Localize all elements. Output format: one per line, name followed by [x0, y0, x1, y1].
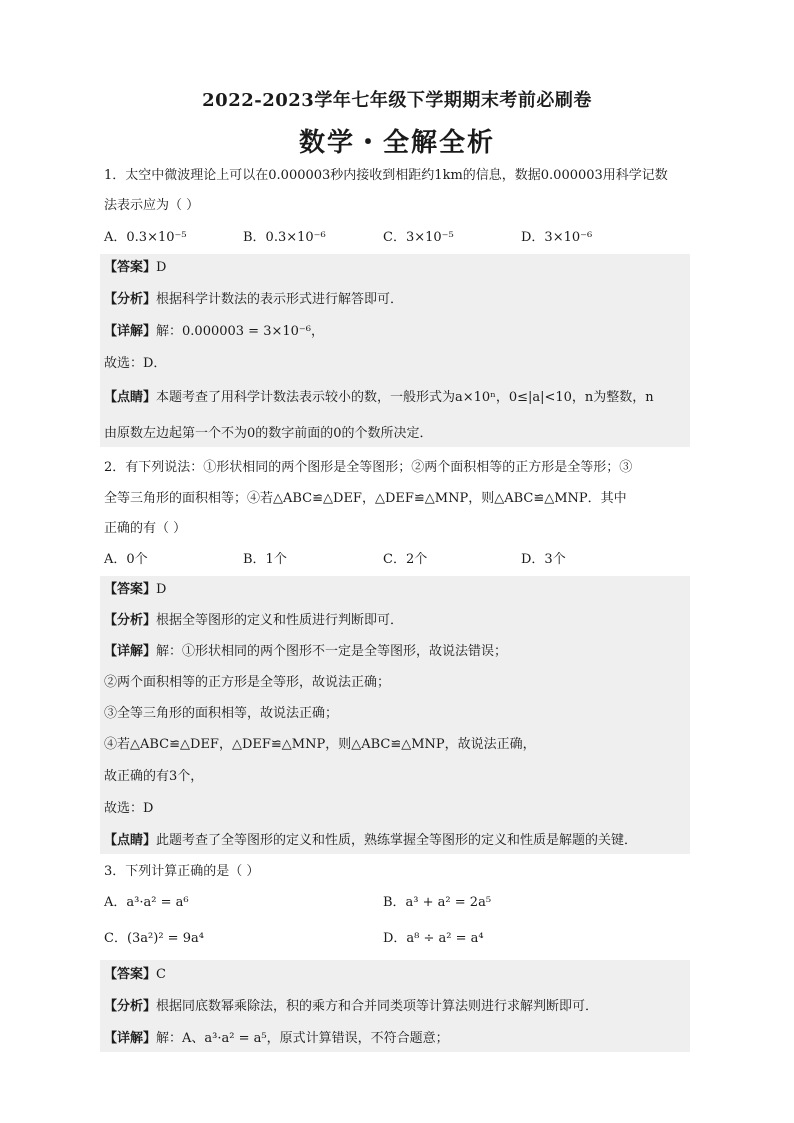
q2-choose: 故选：D: [104, 801, 154, 816]
q2-option-c: C．2个: [383, 552, 428, 567]
q2-answer: 【答案】D: [104, 582, 167, 597]
q1-note-line2: 由原数左边起第一个不为0的数字前面的0的个数所决定．: [104, 426, 433, 441]
q2-option-d: D．3个: [521, 552, 566, 567]
q2-detail: 【详解】解：①形状相同的两个图形不一定是全等图形，故说法错误；: [104, 644, 508, 659]
q3-option-d: D．a⁸ ÷ a² = a⁴: [383, 931, 484, 946]
q3-detail: 【详解】解：A、a³·a² = a⁵，原式计算错误，不符合题意；: [104, 1031, 449, 1046]
q3-option-a: A．a³·a² = a⁶: [104, 895, 189, 910]
q3-option-b: B．a³ + a² = 2a⁵: [383, 895, 492, 910]
q1-stem-line1: 1．太空中微波理论上可以在0.000003秒内接收到相距约1km的信息，数据0.000003用科学记数: [104, 168, 668, 183]
q2-detail-line2: ②两个面积相等的正方形是全等形，故说法正确；: [104, 675, 391, 690]
q2-option-a: A．0个: [104, 552, 148, 567]
q2-detail-line4: ④若△ABC≌△DEF，△DEF≌△MNP，则△ABC≌△MNP，故说法正确，: [104, 737, 536, 752]
q2-stem-line2: 全等三角形的面积相等；④若△ABC≌△DEF，△DEF≌△MNP，则△ABC≌△MNP．其中: [104, 491, 627, 506]
q3-answer: 【答案】C: [104, 967, 166, 982]
q3-analysis: 【分析】根据同底数幂乘除法，积的乘方和合并同类项等计算法则进行求解判断即可．: [104, 999, 599, 1014]
document-subtitle: 数学・全解全析: [298, 128, 495, 158]
q3-stem: 3．下列计算正确的是（ ）: [104, 864, 260, 879]
q3-option-c: C．(3a²)² = 9a⁴: [104, 931, 204, 946]
q1-solution-block: [100, 254, 690, 447]
q2-option-b: B．1个: [243, 552, 287, 567]
q1-note-line1: 【点睛】本题考查了用科学计数法表示较小的数，一般形式为a×10ⁿ，0≤|a|<10，n为整数，n: [104, 390, 654, 405]
q1-option-c: C．3×10⁻⁵: [383, 230, 454, 245]
q1-detail: 【详解】解：0.000003 = 3×10⁻⁶，: [104, 324, 324, 339]
q2-analysis: 【分析】根据全等图形的定义和性质进行判断即可．: [104, 613, 404, 628]
document-title: 2022-2023学年七年级下学期期末考前必刷卷: [202, 90, 592, 111]
q1-analysis: 【分析】根据科学计数法的表示形式进行解答即可．: [104, 292, 404, 307]
q1-stem-line2: 法表示应为（ ）: [104, 198, 200, 213]
q1-option-b: B．0.3×10⁻⁶: [243, 230, 326, 245]
q1-choose: 故选：D．: [104, 356, 167, 371]
q2-note: 【点睛】此题考查了全等图形的定义和性质，熟练掌握全等图形的定义和性质是解题的关键．: [104, 833, 638, 848]
q1-option-d: D．3×10⁻⁶: [521, 230, 593, 245]
q2-detail-line5: 故正确的有3个，: [104, 769, 204, 784]
q2-stem-line3: 正确的有（ ）: [104, 521, 187, 536]
q1-option-a: A．0.3×10⁻⁵: [104, 230, 187, 245]
q2-stem-line1: 2．有下列说法：①形状相同的两个图形是全等图形；②两个面积相等的正方形是全等形；③: [104, 460, 633, 475]
q2-detail-line3: ③全等三角形的面积相等，故说法正确；: [104, 706, 339, 721]
q1-answer: 【答案】D: [104, 260, 167, 275]
